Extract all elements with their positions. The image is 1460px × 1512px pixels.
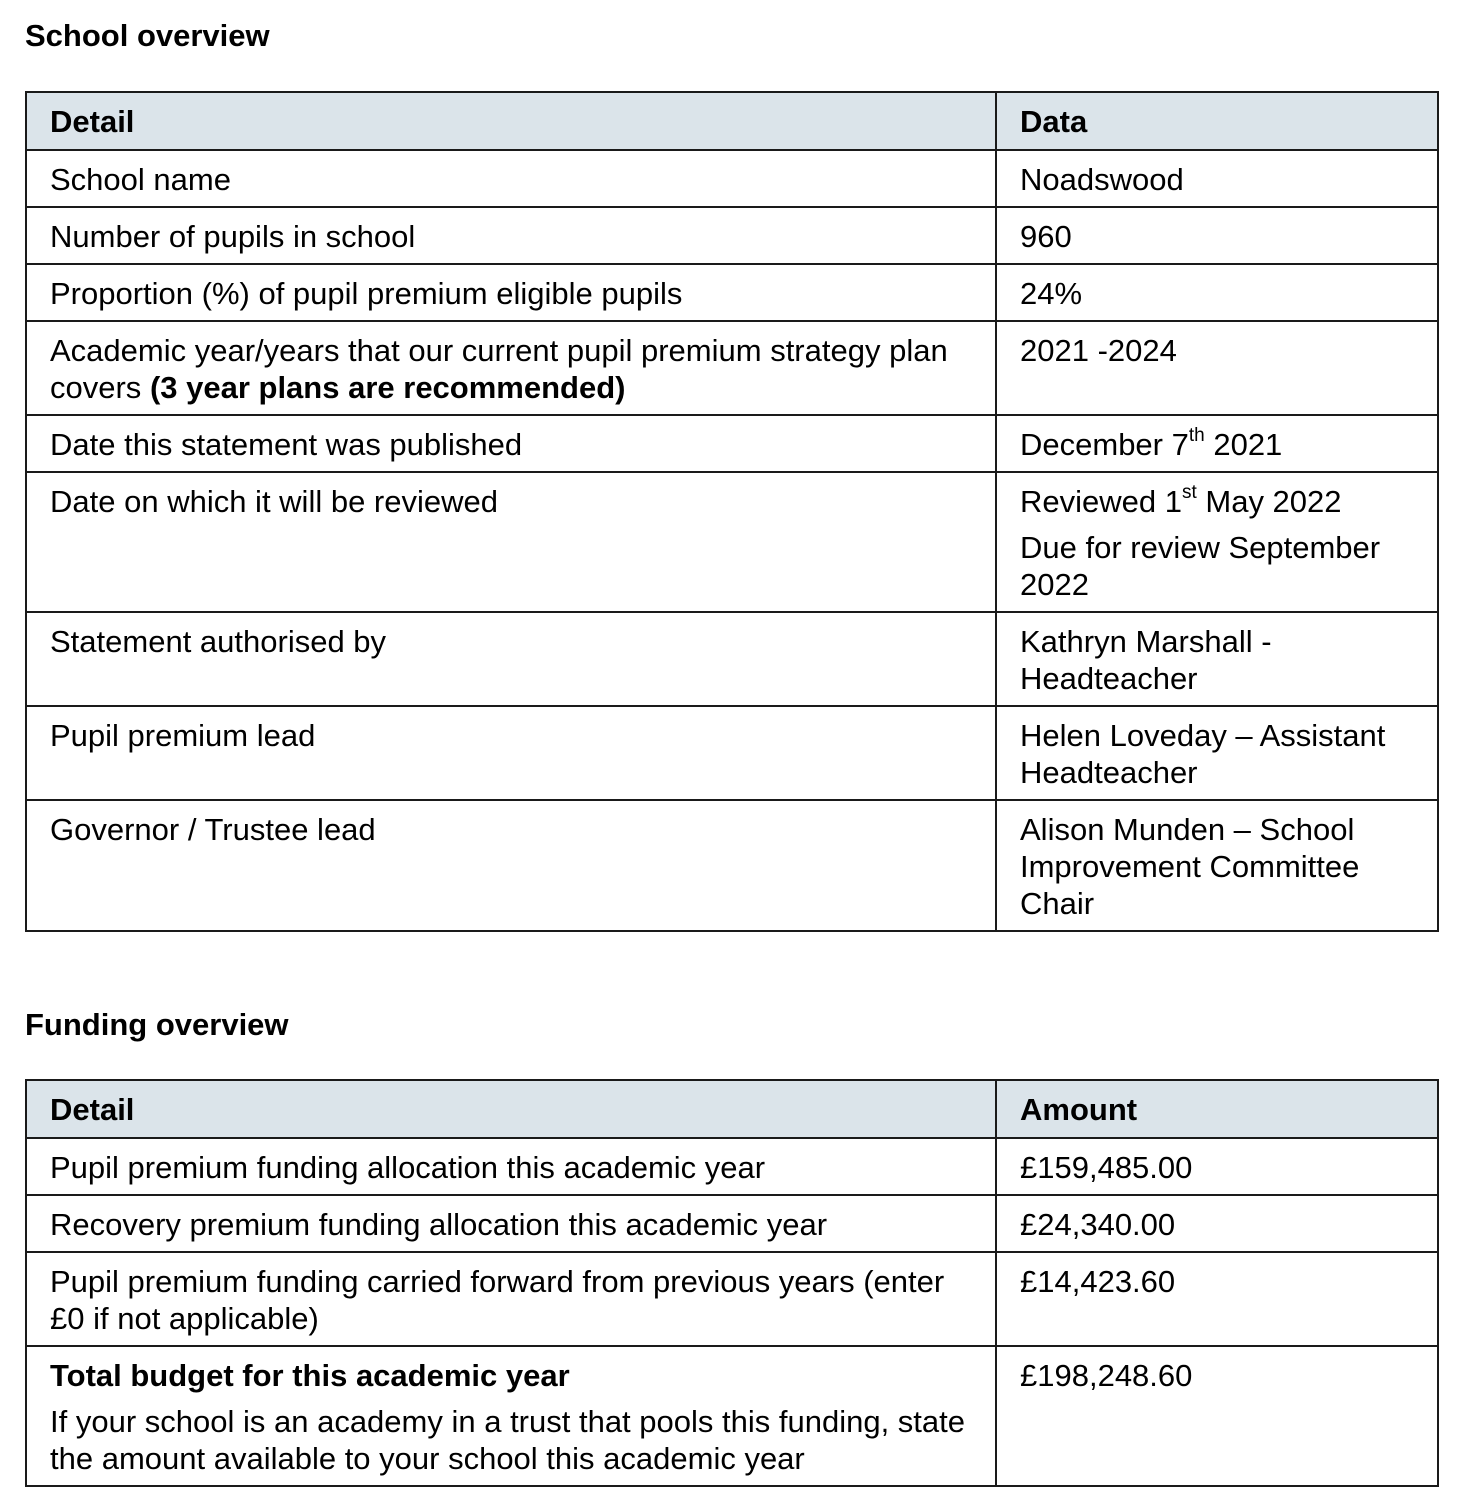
ordinal-suffix: th	[1188, 425, 1205, 446]
detail-cell	[26, 1346, 996, 1486]
table-row	[26, 800, 1438, 931]
value-cell: Helen Loveday – Assistant Headteacher	[996, 706, 1438, 800]
amount-cell: £159,485.00	[996, 1138, 1438, 1195]
detail-cell: Recovery premium funding allocation this academic year	[26, 1195, 996, 1252]
table-header-row	[26, 92, 1438, 150]
value-cell	[996, 472, 1438, 612]
detail-cell: Date this statement was published	[26, 415, 996, 472]
value-cell: 24%	[996, 264, 1438, 321]
value-cell: Alison Munden – School Improvement Committee Chair	[996, 800, 1438, 931]
detail-cell: Pupil premium funding allocation this academic year	[26, 1138, 996, 1195]
table-row	[26, 612, 1438, 706]
column-header-amount: Amount	[996, 1080, 1438, 1138]
column-header-detail: Detail	[26, 92, 996, 150]
detail-cell: Pupil premium funding carried forward from previous years (enter £0 if not applicable)	[26, 1252, 996, 1346]
total-budget-label: Total budget for this academic year	[50, 1358, 570, 1393]
detail-cell: Date on which it will be reviewed	[26, 472, 996, 612]
academy-note: If your school is an academy in a trust that pools this funding, state the amount available to your school this academic year	[50, 1404, 965, 1476]
detail-cell: Proportion (%) of pupil premium eligible pupils	[26, 264, 996, 321]
funding-overview-title: Funding overview	[25, 1007, 289, 1042]
value-text-end: 2021	[1204, 427, 1283, 462]
detail-cell: Governor / Trustee lead	[26, 800, 996, 931]
table-row	[26, 706, 1438, 800]
amount-cell: £14,423.60	[996, 1252, 1438, 1346]
table-row	[26, 1346, 1438, 1486]
ordinal-suffix: st	[1181, 482, 1197, 503]
detail-cell: Pupil premium lead	[26, 706, 996, 800]
detail-text: Academic year/years that our current pupil premium strategy plan covers	[50, 333, 948, 405]
table-row	[26, 264, 1438, 321]
value-cell: Noadswood	[996, 150, 1438, 207]
table-row	[26, 1138, 1438, 1195]
value-text-end: May 2022	[1196, 484, 1342, 519]
value-cell: 960	[996, 207, 1438, 264]
table-row	[26, 415, 1438, 472]
value-cell: Kathryn Marshall - Headteacher	[996, 612, 1438, 706]
table-row	[26, 207, 1438, 264]
column-header-data: Data	[996, 92, 1438, 150]
value-text: Reviewed 1	[1020, 484, 1182, 519]
detail-cell	[26, 321, 996, 415]
detail-cell: Number of pupils in school	[26, 207, 996, 264]
table-header-row	[26, 1080, 1438, 1138]
table-row	[26, 321, 1438, 415]
reviewed-line	[1020, 483, 1415, 520]
due-for-review-line: Due for review September 2022	[1020, 530, 1381, 602]
value-cell	[996, 415, 1438, 472]
column-header-detail: Detail	[26, 1080, 996, 1138]
school-overview-table	[25, 91, 1439, 932]
value-text: December 7	[1020, 427, 1189, 462]
funding-overview-table	[25, 1079, 1439, 1487]
table-row	[26, 1252, 1438, 1346]
detail-note: (3 year plans are recommended)	[149, 370, 626, 405]
amount-cell: £24,340.00	[996, 1195, 1438, 1252]
detail-cell: Statement authorised by	[26, 612, 996, 706]
table-row	[26, 1195, 1438, 1252]
table-row	[26, 150, 1438, 207]
amount-cell: £198,248.60	[996, 1346, 1438, 1486]
value-cell: 2021 -2024	[996, 321, 1438, 415]
school-overview-title: School overview	[25, 18, 270, 53]
table-row	[26, 472, 1438, 612]
detail-cell: School name	[26, 150, 996, 207]
